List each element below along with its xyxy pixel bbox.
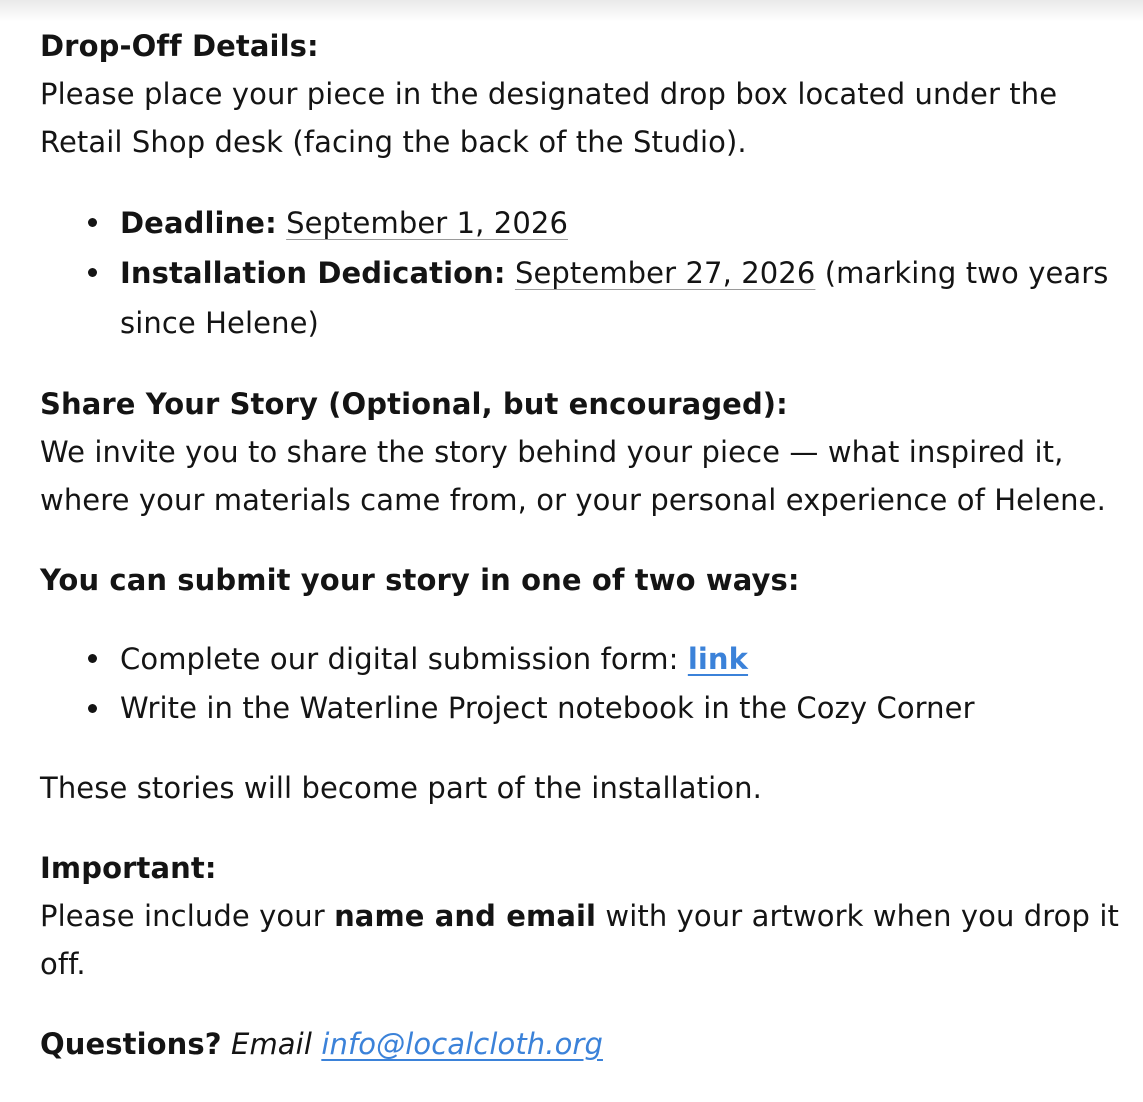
top-shadow	[0, 0, 1143, 22]
list-item-digital-form	[120, 634, 1130, 684]
important-text-bold: name and email	[334, 899, 597, 933]
questions-label: Questions?	[40, 1027, 222, 1061]
dropoff-section	[40, 22, 1130, 166]
submit-section	[40, 556, 1130, 604]
email-link[interactable]: info@localcloth.org	[321, 1027, 603, 1061]
dedication-label: Installation Dedication:	[120, 256, 506, 290]
notebook-text: Write in the Waterline Project notebook in the Cozy Corner	[120, 691, 975, 725]
story-text: We invite you to share the story behind your piece — what inspired it, where your materials came from, or your personal experience of Helene.	[40, 435, 1106, 517]
dates-list	[40, 198, 1130, 348]
important-heading: Important:	[40, 851, 217, 885]
submission-form-link[interactable]: link	[687, 642, 749, 676]
digital-form-text: Complete our digital submission form:	[120, 642, 679, 676]
submit-heading: You can submit your story in one of two ways:	[40, 563, 800, 597]
list-item-notebook	[120, 684, 1130, 732]
dedication-note: (marking two years since Helene)	[120, 256, 1109, 340]
deadline-label: Deadline:	[120, 206, 277, 240]
email-prefix: Email	[231, 1027, 312, 1061]
list-item-deadline	[120, 198, 1130, 248]
dropoff-text: Please place your piece in the designated drop box located under the Retail Shop desk (facing the back of the Studio).	[40, 77, 1058, 159]
dedication-date[interactable]: September 27, 2026	[514, 256, 816, 290]
list-item-dedication	[120, 248, 1130, 348]
document-body	[40, 22, 1130, 1100]
important-text-before: Please include your	[40, 899, 325, 933]
story-heading: Share Your Story (Optional, but encouraged):	[40, 387, 788, 421]
dropoff-heading: Drop-Off Details:	[40, 29, 319, 63]
installation-note: These stories will become part of the installation.	[40, 771, 762, 805]
important-text-after: with your artwork when you drop it off.	[40, 899, 1119, 981]
important-section	[40, 844, 1130, 988]
deadline-date[interactable]: September 1, 2026	[286, 206, 568, 240]
story-section	[40, 380, 1130, 524]
questions-section	[40, 1020, 1130, 1068]
submit-options-list	[40, 634, 1130, 732]
